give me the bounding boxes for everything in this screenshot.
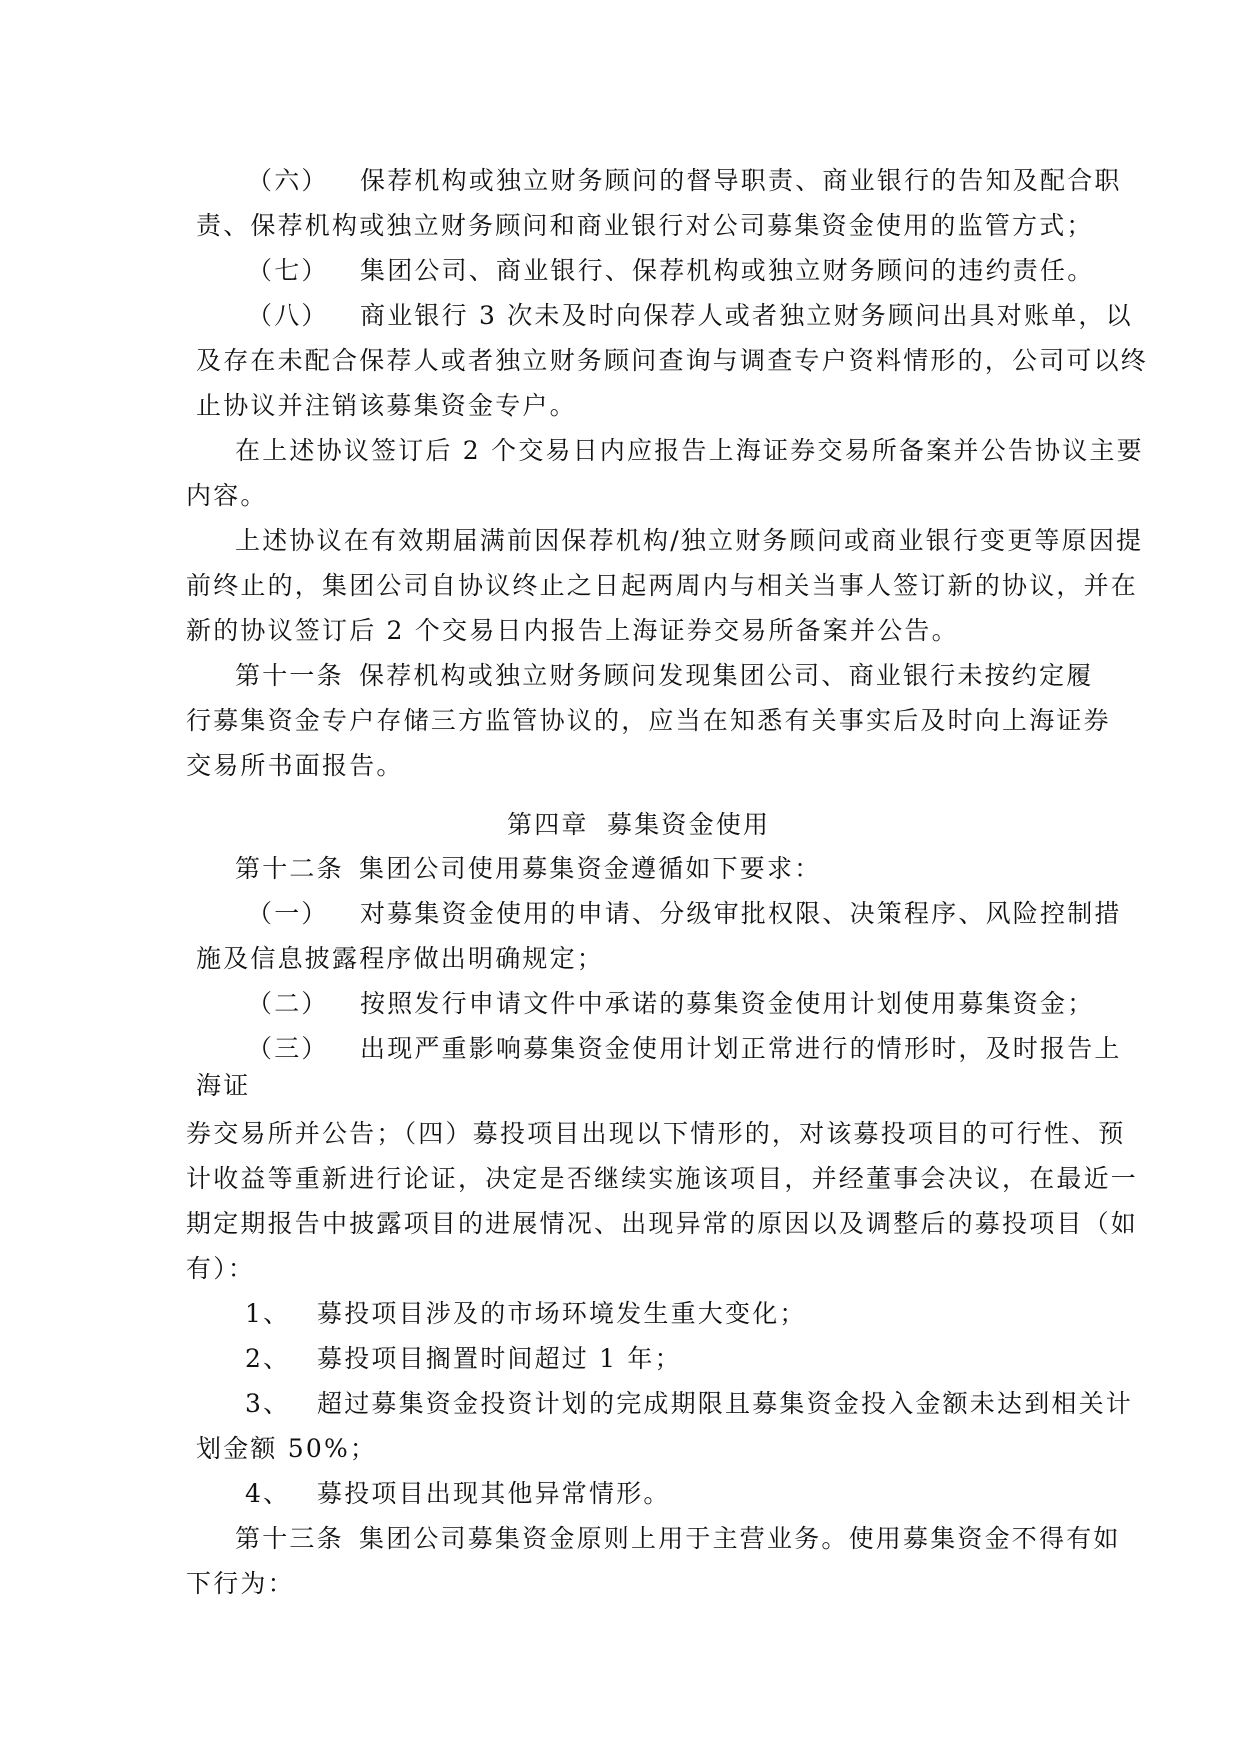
item-marker: 2、 xyxy=(245,1344,291,1373)
article-11-line-1: 第十一条 保荐机构或独立财务顾问发现集团公司、商业银行未按约定履 xyxy=(235,659,1093,693)
paragraph-termination-line-1: 上述协议在有效期届满前因保荐机构/独立财务顾问或商业银行变更等原因提 xyxy=(235,526,1144,555)
clause-marker: （七） xyxy=(247,256,329,285)
paragraph-termination-line-3: 新的协议签订后 2 个交易日内报告上海证券交易所备案并公告。 xyxy=(186,616,959,645)
clause-4-line-1: 券交易所并公告；（四）募投项目出现以下情形的，对该募投项目的可行性、预 xyxy=(186,1119,1126,1148)
clause-marker: （一） xyxy=(247,899,329,928)
item-1-line-1: 1、 募投项目涉及的市场环境发生重大变化； xyxy=(245,1297,807,1331)
clause-marker: （三） xyxy=(247,1034,329,1063)
article-12-line-1: 第十二条 集团公司使用募集资金遵循如下要求： xyxy=(235,852,821,886)
article-number: 第十一条 xyxy=(235,661,344,690)
clause-marker: （二） xyxy=(247,989,329,1018)
article-number: 第十三条 xyxy=(235,1524,344,1553)
article-11-line-2: 行募集资金专户存储三方监管协议的，应当在知悉有关事实后及时向上海证券 xyxy=(186,706,1111,735)
clause-1-line-1: （一） 对募集资金使用的申请、分级审批权限、决策程序、风险控制措 xyxy=(247,897,1122,931)
clause-3-line-1: （三） 出现严重影响募集资金使用计划正常进行的情形时，及时报告上 xyxy=(247,1032,1122,1066)
clause-3-line-2: 海证 xyxy=(196,1071,251,1100)
item-3-line-2: 划金额 50%； xyxy=(196,1434,378,1463)
item-marker: 4、 xyxy=(245,1479,291,1508)
item-2-line-1: 2、 募投项目搁置时间超过 1 年； xyxy=(245,1342,682,1376)
paragraph-report-line-1: 在上述协议签订后 2 个交易日内应报告上海证券交易所备案并公告协议主要 xyxy=(235,436,1144,465)
clause-4-line-3: 期定期报告中披露项目的进展情况、出现异常的原因以及调整后的募投项目（如 xyxy=(186,1209,1139,1238)
clause-marker: （六） xyxy=(247,166,329,195)
clause-4-line-4: 有）： xyxy=(186,1254,256,1283)
clause-6-line-2: 责、保荐机构或独立财务顾问和商业银行对公司募集资金使用的监管方式； xyxy=(196,211,1094,240)
chapter-number: 第四章 xyxy=(507,810,589,839)
clause-4-line-2: 计收益等重新进行论证，决定是否继续实施该项目，并经董事会决议，在最近一 xyxy=(186,1164,1139,1193)
item-3-line-1: 3、 超过募集资金投资计划的完成期限且募集资金投入金额未达到相关计 xyxy=(245,1387,1133,1421)
article-number: 第十二条 xyxy=(235,854,344,883)
paragraph-termination-line-2: 前终止的，集团公司自协议终止之日起两周内与相关当事人签订新的协议，并在 xyxy=(186,571,1139,600)
clause-8-line-3: 止协议并注销该募集资金专户。 xyxy=(196,391,577,420)
clause-1-line-2: 施及信息披露程序做出明确规定； xyxy=(196,944,605,973)
clause-6-line-1: （六） 保荐机构或独立财务顾问的督导职责、商业银行的告知及配合职 xyxy=(247,164,1122,198)
paragraph-report-line-2: 内容。 xyxy=(186,481,268,510)
clause-8-line-1: （八） 商业银行 3 次未及时向保荐人或者独立财务顾问出具对账单，以 xyxy=(247,299,1133,333)
clause-7-line-1: （七） 集团公司、商业银行、保荐机构或独立财务顾问的违约责任。 xyxy=(247,254,1094,288)
clause-marker: （八） xyxy=(247,301,329,330)
item-marker: 1、 xyxy=(245,1299,291,1328)
clause-8-line-2: 及存在未配合保荐人或者独立财务顾问查询与调查专户资料情形的，公司可以终 xyxy=(196,346,1149,375)
clause-2-line-1: （二） 按照发行申请文件中承诺的募集资金使用计划使用募集资金； xyxy=(247,987,1094,1021)
article-11-line-3: 交易所书面报告。 xyxy=(186,751,404,780)
item-4-line-1: 4、 募投项目出现其他异常情形。 xyxy=(245,1477,671,1511)
chapter-heading xyxy=(507,808,770,842)
article-13-line-1: 第十三条 集团公司募集资金原则上用于主营业务。使用募集资金不得有如 xyxy=(235,1522,1121,1556)
article-13-line-2: 下行为： xyxy=(186,1569,295,1598)
chapter-title: 募集资金使用 xyxy=(607,810,771,839)
item-marker: 3、 xyxy=(245,1389,291,1418)
